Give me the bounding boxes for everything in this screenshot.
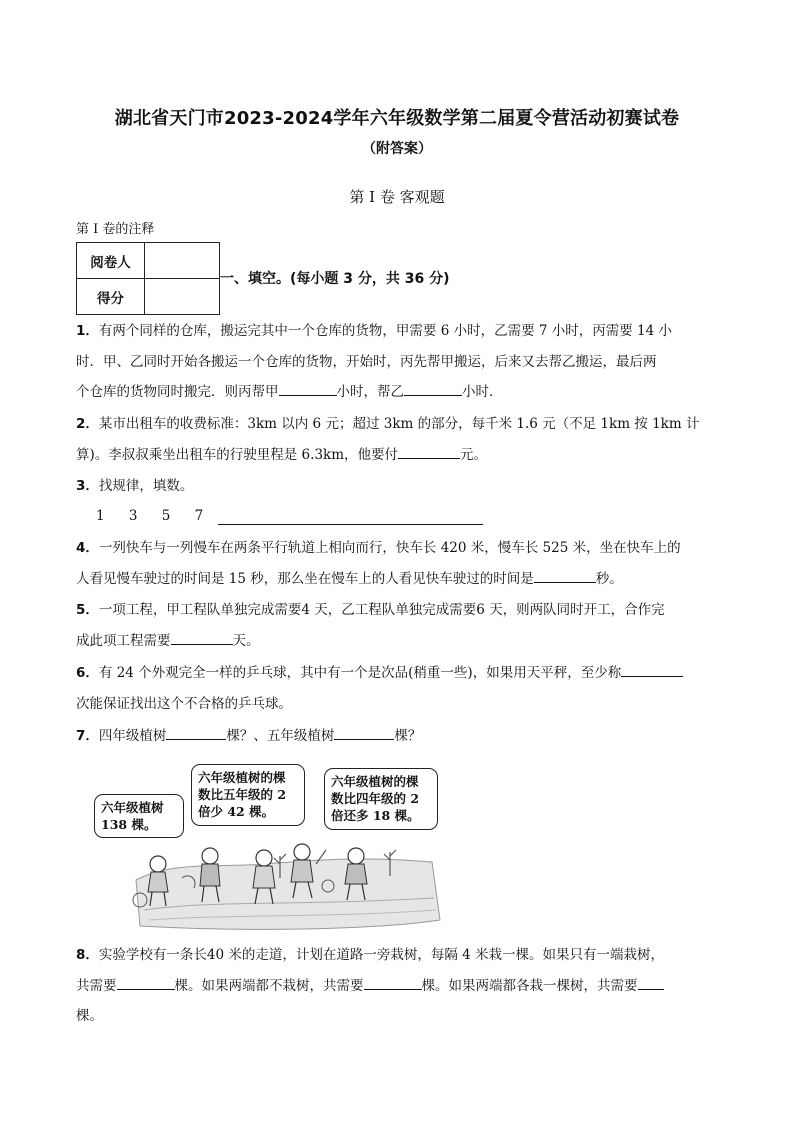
bubble-text: 138 棵。 [101,817,157,832]
answer-blank [364,975,422,990]
question-2 [76,409,721,470]
question-number: 7． [76,728,99,744]
question-text: 有两个同样的仓库，搬运完其中一个仓库的货物，甲需要 6 小时，乙需要 7 小时，丙需要 14 小 [98,323,673,339]
question-text: 秒。 [595,570,623,587]
question-text: 一项工程，甲工程队单独完成需要4 天，乙工程队单独完成需要6 天，则两队同时开工，合作完 [98,602,665,618]
speech-bubble [324,768,438,830]
question-text: 棵？ [394,728,422,744]
question-text: 一列快车与一列慢车在两条平行轨道上相向而行，快车长 420 米，慢车长 525 米，坐在快车上的 [98,540,681,556]
sequence-number: 5 [161,508,171,524]
answer-blank [534,568,596,583]
answer-blank [279,381,337,396]
question-text: 个仓库的货物同时搬完．则丙帮甲 [76,384,279,400]
answer-blank [638,975,664,990]
question-number: 6． [76,665,99,681]
bubble-text: 倍少 42 棵。 [198,804,275,819]
question-number: 2． [76,416,99,432]
question-text: 小时，帮乙 [336,384,404,400]
score-label: 得分 [77,279,145,315]
question-number: 1． [76,323,99,339]
question-text: 棵。如果两端都不栽树，共需要 [174,977,364,994]
score-table [76,242,220,315]
answer-blank [117,975,175,990]
question-text: 有 24 个外观完全一样的乒乓球，其中有一个是次品(稍重一些)，如果用天平秤，至少称 [98,665,622,681]
speech-bubble [191,764,305,826]
question-text: 人看见慢车驶过的时间是 15 秒，那么坐在慢车上的人看见快车驶过的时间是 [76,570,534,587]
exam-title: 湖北省天门市2023-2024学年六年级数学第二届夏令营活动初赛试卷 [114,108,680,129]
question-text: 棵。如果两端都各栽一棵树，共需要 [421,977,638,994]
bubble-text: 数比五年级的 2 [198,787,287,802]
speech-bubble [94,794,184,838]
question-8 [76,940,721,1032]
question-text: 棵？、五年级植树 [226,728,335,744]
reviewer-cell [145,243,220,279]
question-text: 算)。李叔叔乘坐出租车的行驶里程是 6.3km，他要付 [76,446,399,463]
question-text: 共需要 [76,977,117,994]
question-number: 5． [76,602,99,618]
section-title: 第 I 卷 客观题 [349,188,445,206]
question-6 [76,658,721,719]
bubble-text: 倍还多 18 棵。 [331,808,420,823]
question-4 [76,533,721,594]
answer-blank [398,444,460,459]
question-text: 某市出租车的收费标准：3km 以内 6 元；超过 3km 的部分，每千米 1.6 元（不足 1km 按 1km 计 [98,416,700,432]
bubble-text: 数比四年级的 2 [331,791,420,806]
ground-shape [136,859,440,929]
answer-blank [171,630,233,645]
reviewer-label: 阅卷人 [77,243,145,279]
score-cell [145,279,220,315]
bubble-text: 六年级植树的棵 [331,774,419,789]
answer-blank [621,662,683,677]
question-number: 8． [76,947,99,963]
question-text: 元。 [460,446,488,463]
question-text: 棵。 [76,1008,103,1024]
sequence-number: 7 [194,508,204,524]
question-text: 小时． [462,384,503,400]
question-3 [76,471,721,502]
question-text: 天。 [232,632,260,649]
question-text: 四年级植树 [98,728,167,744]
question-number: 3． [76,478,99,494]
answer-blank [404,381,462,396]
exam-subtitle: （附答案） [362,141,432,157]
question-text: 次能保证找出这个不合格的乒乓球。 [76,695,292,712]
question-text: 实验学校有一条长40 米的走道，计划在道路一旁栽树，每隔 4 米栽一棵。如果只有一端栽树， [98,947,665,963]
bubble-text: 六年级植树的棵 [198,770,286,785]
question-5 [76,595,721,656]
answer-blank [334,725,394,740]
question-text: 成此项工程需要 [76,632,171,649]
part1-heading: 一、填空。(每小题 3 分，共 36 分) [220,271,450,287]
question-7 [76,721,721,752]
question-text: 找规律，填数。 [98,478,194,494]
number-sequence [96,508,223,524]
question-text: 时．甲、乙同时开始各搬运一个仓库的货物，开始时，丙先帮甲搬运，后来又去帮乙搬运，最后两 [76,353,657,370]
sequence-number: 3 [128,508,138,524]
question-7-illustration [94,760,454,934]
sequence-number: 1 [96,508,105,524]
bubble-text: 六年级植树 [101,800,164,815]
answer-blank [218,524,483,525]
question-number: 4． [76,540,99,556]
question-1 [76,316,721,408]
section-note: 第 I 卷的注释 [76,222,155,237]
answer-blank [166,725,226,740]
